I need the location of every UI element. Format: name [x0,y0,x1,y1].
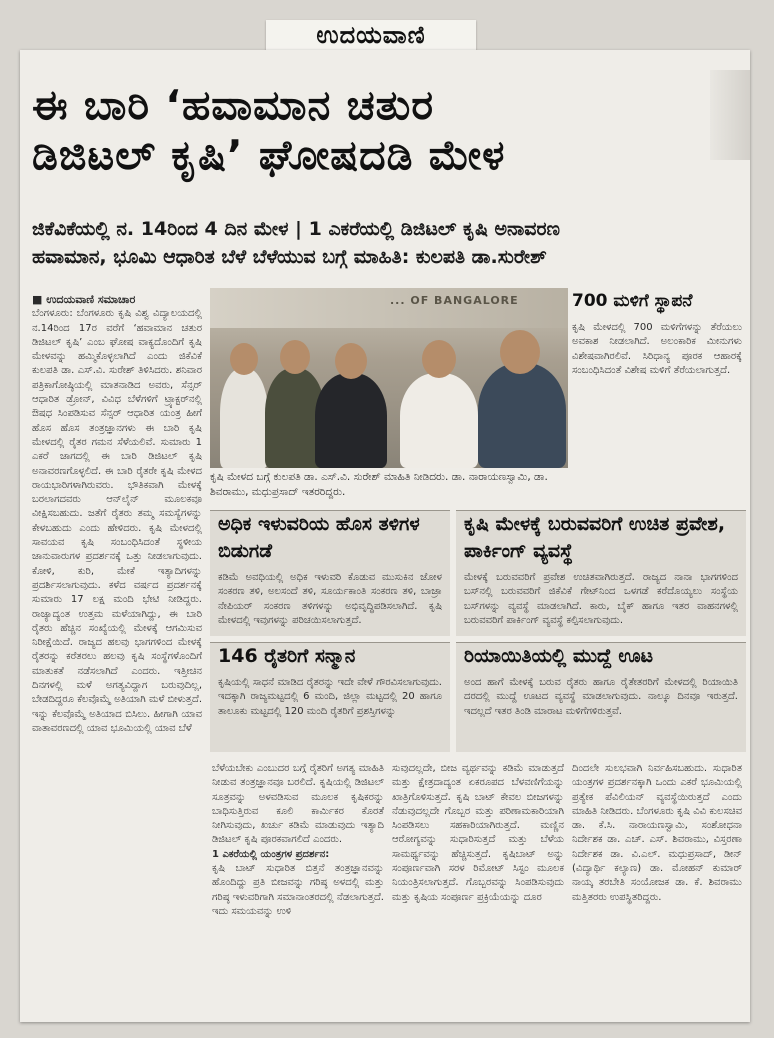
box-meal-body: ಅಂದ ಹಾಗೆ ಮೇಳಕ್ಕೆ ಬರುವ ರೈತರು ಹಾಗೂ ರೈತೇತರರಿಗೆ ಮೇಳದಲ್ಲಿ ರಿಯಾಯಿತಿ ದರದಲ್ಲಿ ಮುದ್ದೆ ಊಟದ ವ್ಯವಸ್ಥೆ ಮಾಡಲಾಗುವುದು. ನಾಲ್ಕೂ ದಿನವೂ ಇರುತ್ತದೆ. ಇದಲ್ಲದೆ ಇತರ ತಿಂಡಿ ಮಾರಾಟ ಮಳಿಗೆಗಳಿರುತ್ತವೆ. [464,677,738,717]
box-700-stalls [572,288,742,488]
column-3-text: ಸುವುದಲ್ಲದೇ, ಬೀಜ ವ್ಯರ್ಥವನ್ನು ಕಡಿಮೆ ಮಾಡುತ್ತದೆ ಮತ್ತು ಕ್ಷೇತ್ರದಾದ್ಯಂತ ಏಕರೂಪದ ಬೆಳವಣಿಗೆಯನ್ನು ಖಾತ್ರಿಗೊಳಿಸುತ್ತದೆ. ಕೃಷಿ ಬಾಟ್ ಕೇವಲ ಬೀಜಗಳನ್ನು ನೆಡುವುದಲ್ಲದೇ ಗೊಬ್ಬರ ಮತ್ತು ಪರಿಣಾಮಕಾರಿಯಾಗಿ ಸಿಂಪಡಿಸಲು ಸಹಕಾರಿಯಾಗಿರುತ್ತದೆ. ಮಣ್ಣಿನ ಆರೋಗ್ಯವನ್ನು ಸುಧಾರಿಸುತ್ತದೆ ಮತ್ತು ಬೆಳೆಯ ಸಾಮರ್ಥ್ಯವನ್ನು ಹೆಚ್ಚಿಸುತ್ತದೆ. ಕೃಷಿಬಾಟ್ ಅನ್ನು ಸಂಪೂರ್ಣವಾಗಿ ಸರಳ ರಿಮೋಟ್ ಸಿಸ್ಟಂ ಮೂಲಕ ನಿಯಂತ್ರಿಸಲಾಗುತ್ತದೆ. ಗೊಬ್ಬರವನ್ನು ಸಿಂಪಡಿಸುವುದು ಮತ್ತು ಕೃಷಿಯ ಸಂಪೂರ್ಣ ಪ್ರಕ್ರಿಯೆಯನ್ನು ದೂರ [392,763,564,903]
person-figure [400,373,478,468]
column-4 [572,762,742,1012]
headline [32,80,722,180]
newspaper-clipping [20,50,750,1022]
photo-banner [210,288,568,328]
person-head [230,343,258,375]
person-figure [220,368,268,468]
banner-text: ... OF BANGALORE [390,294,519,307]
box-146-body: ಕೃಷಿಯಲ್ಲಿ ಸಾಧನೆ ಮಾಡಿದ ರೈತರನ್ನು ಇದೇ ವೇಳೆ ಗೌರವಿಸಲಾಗುವುದು. ಇದಕ್ಕಾಗಿ ರಾಜ್ಯಮಟ್ಟದಲ್ಲಿ 6 ಮಂದಿ, ಜಿಲ್ಲಾ ಮಟ್ಟದಲ್ಲಿ 20 ಹಾಗೂ ತಾಲೂಕು ಮಟ್ಟದಲ್ಲಿ 120 ಮಂದಿ ರೈತರಿಗೆ ಪ್ರಶಸ್ತಿಗಳನ್ನು [218,677,442,717]
headline-line-2: ಡಿಜಿಟಲ್ ಕೃಷಿ’ ಘೋಷದಡಿ ಮೇಳ [32,131,506,179]
column-3 [392,762,564,1012]
newspaper-name: ಉದಯವಾಣಿ [316,20,426,49]
left-column-text: ಬೆಂಗಳೂರು: ಬೆಂಗಳೂರು ಕೃಷಿ ವಿಶ್ವ ವಿದ್ಯಾಲಯದಲ್ಲಿ ನ.14ರಿಂದ 17ರ ವರೆಗೆ ‘ಹವಾಮಾನ ಚತುರ ಡಿಜಿಟಲ್ ಕೃಷಿ’ ಎಂಬ ಘೋಷ ವಾಕ್ಯದೊಂದಿಗೆ ಕೃಷಿ ಮೇಳವನ್ನು ಹಮ್ಮಿಕೊಳ್ಳಲಾಗಿದೆ ಎಂದು ಜಿಕೆವಿಕೆ ಕುಲಪತಿ ಡಾ. ಎಸ್.ವಿ. ಸುರೇಶ್ ತಿಳಿಸಿದರು. ಶನಿವಾರ ಪತ್ರಿಕಾಗೋಷ್ಠಿಯಲ್ಲಿ ಮಾತನಾಡಿದ ಅವರು, ಸೆನ್ಸರ್ ಆಧಾರಿತ ಡ್ರೋನ್, ವಿವಿಧ ಬೆಳೆಗಳಿಗೆ ಟ್ರ್ಯಾಕ್ಟರ್‌ನಲ್ಲಿ ಔಷಧ ಸಿಂಪಡಿಸುವ ಸೆನ್ಸರ್ ಆಧಾರಿತ ಯಂತ್ರ ಹೀಗೆ ಹೊಸ ಹೊಸ ತಂತ್ರಜ್ಞಾನಗಳು ಈ ಬಾರಿ ಕೃಷಿ ಮೇಳದಲ್ಲಿ ರೈತರ ಗಮನ ಸೆಳೆಯಲಿವೆ. ಸುಮಾರು 1 ಎಕರೆ ಜಾಗದಲ್ಲಿ ಈ ಬಾರಿ ಡಿಜಿಟಲ್ ಕೃಷಿ ಅನಾವರಣಗೊಳ್ಳಲಿದೆ. ಈ ಬಾರಿ ರೈತರೇ ಕೃಷಿ ಮೇಳದ ರಾಯಭಾರಿಗಳಾಗಿರುವರು. ಭೌತಿಕವಾಗಿ ಮೇಳಕ್ಕೆ ಬರಲಾಗದವರು ಆನ್‌ಲೈನ್ ಮೂಲಕವೂ ವೀಕ್ಷಿಸಬಹುದು. ಜತೆಗೆ ರೈತರು ತಮ್ಮ ಸಮಸ್ಯೆಗಳನ್ನು ಕೇಳಬಹುದು ಎಂದು ಹೇಳಿದರು. ಕೃಷಿ ಮೇಳದಲ್ಲಿ ಸಾವಯವ ಕೃಷಿ ಸಂಬಂಧಿಸಿದಂತೆ ಸ್ಥಳೀಯ ಜಾನುವಾರುಗಳ ಪ್ರದರ್ಶನಕ್ಕೆ ಒತ್ತು ನೀಡಲಾಗುವುದು. ಕೋಳಿ, ಕುರಿ, ಮೇಕೆ ಇತ್ಯಾದಿಗಳನ್ನು ಪ್ರದರ್ಶಿಸಲಾಗುವುದು. ಕಳೆದ ವರ್ಷದ ಪ್ರದರ್ಶನಕ್ಕೆ ಸುಮಾರು 17 ಲಕ್ಷ ಮಂದಿ ಭೇಟಿ ನೀಡಿದ್ದರು. ರಾಜ್ಯಾದ್ಯಂತ ಉತ್ತಮ ಮಳೆಯಾಗಿದ್ದು, ಈ ಬಾರಿ ರೈತರು ಹೆಚ್ಚಿನ ಸಂಖ್ಯೆಯಲ್ಲಿ ಮೇಳಕ್ಕೆ ಆಗಮಿಸುವ ನಿರೀಕ್ಷೆಯಿದೆ. ರಾಜ್ಯದ ಹಲವು ಭಾಗಗಳಿಂದ ಮೇಳಕ್ಕೆ ರೈತರನ್ನು ಕರೆತರಲು ಹಲವು ಕೃಷಿ ಸಂಸ್ಥೆಗಳೊಂದಿಗೆ ಮಾತುಕತೆ ನಡೆಸಲಾಗಿದೆ ಎಂದರು. ಇತ್ತೀಚಿನ ದಿನಗಳಲ್ಲಿ ಮಳೆ ಅಗತ್ಯವಿದ್ದಾಗ ಬರುವುದಿಲ್ಲ, ಬೇಡದಿದ್ದರೂ ಕೆಲವೊಮ್ಮೆ ಅತಿಯಾಗಿ ಮಳೆ ಬೀಳುತ್ತದೆ. ಇನ್ನು ಕೆಲವೊಮ್ಮೆ ಅತಿಯಾದ ಬಿಸಿಲು. ಹೀಗಾಗಿ ಯಾವ ವಾತಾವರಣದಲ್ಲಿ ಯಾವ ಭೂಮಿಯಲ್ಲಿ ಯಾವ ಬೆಳೆ [32,308,202,734]
box-new-varieties [210,510,450,636]
column-2-text-b: ಕೃಷಿ ಬಾಟ್ ಸುಧಾರಿತ ಬಿತ್ತನೆ ತಂತ್ರಜ್ಞಾನವನ್ನು ಹೊಂದಿದ್ದು ಪ್ರತಿ ಬೀಜವನ್ನು ಗರಿಷ್ಠ ಅಳದಲ್ಲಿ ಮತ್ತು ಗರಿಷ್ಠ ಇಳುವರಿಗಾಗಿ ಸಮಾನಾಂತರದಲ್ಲಿ ನೆಡಲಾಗುತ್ತದೆ. ಇದು ಸಮಯವನ್ನು ಉಳಿ [212,863,384,917]
box-meal-title: ರಿಯಾಯಿತಿಯಲ್ಲಿ ಮುದ್ದೆ ಊಟ [464,645,654,667]
box-discount-meal [456,642,746,752]
subheadline-line-2: ಹವಾಮಾನ, ಭೂಮಿ ಆಧಾರಿತ ಬೆಳೆ ಬೆಳೆಯುವ ಬಗ್ಗೆ ಮಾಹಿತಿ: ಕುಲಪತಿ ಡಾ.ಸುರೇಶ್ [32,246,547,268]
person-figure [315,373,387,468]
person-figure [478,363,566,468]
person-head [335,343,367,379]
column-2 [212,762,384,1012]
box-farmers-honor [210,642,450,752]
person-head [280,340,310,374]
box-700-body: ಕೃಷಿ ಮೇಳದಲ್ಲಿ 700 ಮಳಿಗೆಗಳನ್ನು ತೆರೆಯಲು ಅವಕಾಶ ನೀಡಲಾಗಿದೆ. ಅಲಂಕಾರಿಕ ಮೀನುಗಳು ವಿಶೇಷವಾಗಿರಲಿವೆ. ಸಿರಿಧಾನ್ಯ ಪೂರಕ ಆಹಾರಕ್ಕೆ ಸಂಬಂಧಿಸಿದಂತೆ ವಿಶೇಷ ಮಳಿಗೆ ತೆರೆಯಲಾಗುತ್ತದೆ. [572,322,742,376]
box-entry-body: ಮೇಳಕ್ಕೆ ಬರುವವರಿಗೆ ಪ್ರವೇಶ ಉಚಿತವಾಗಿರುತ್ತದೆ. ರಾಜ್ಯದ ನಾನಾ ಭಾಗಗಳಿಂದ ಬಸ್‌ನಲ್ಲಿ ಬರುವವರಿಗೆ ಜಿಕೆವಿಕೆ ಗೇಟ್‌ನಿಂದ ಒಳಗಡೆ ಕರೆದೊಯ್ಯಲು ಸಂಸ್ಥೆಯ ಬಸ್‌ಗಳನ್ನು ವ್ಯವಸ್ಥೆ ಮಾಡಲಾಗಿದೆ. ಕಾರು, ಬೈಕ್ ಹಾಗೂ ಇತರ ವಾಹನಗಳಲ್ಲಿ ಬರುವವರಿಗೆ ಪಾರ್ಕಿಂಗ್ ವ್ಯವಸ್ಥೆ ಕಲ್ಪಿಸಲಾಗುವುದು. [464,572,738,626]
column-4-text: ದಿಂದಲೇ ಸುಲಭವಾಗಿ ನಿರ್ವಹಿಸಬಹುದು. ಸುಧಾರಿತ ಯಂತ್ರಗಳ ಪ್ರದರ್ಶನಕ್ಕಾಗಿ ಒಂದು ಎಕರೆ ಭೂಮಿಯಲ್ಲಿ ಪ್ರತ್ಯೇಕ ಪೆವಿಲಿಯನ್ ವ್ಯವಸ್ಥೆಯಿರುತ್ತದೆ ಎಂದು ಮಾಹಿತಿ ನೀಡಿದರು. ಬೆಂಗಳೂರು ಕೃಷಿ ವಿವಿ ಕುಲಸಚಿವ ಡಾ. ಕೆ.ಸಿ. ನಾರಾಯಣಸ್ವಾಮಿ, ಸಂಶೋಧನಾ ನಿರ್ದೇಶಕ ಡಾ. ಎಚ್. ಎಸ್. ಶಿವರಾಮು, ವಿಸ್ತರಣಾ ನಿರ್ದೇಶಕ ಡಾ. ವಿ.ಎಲ್. ಮಧುಪ್ರಸಾದ್, ಡೀನ್ (ವಿದ್ಯಾರ್ಥಿ ಕಲ್ಯಾಣ) ಡಾ. ಮೋಹನ್ ಕುಮಾರ್ ನಾಯ್ಕ ತರಬೇತಿ ಸಂಯೋಜಕ ಡಾ. ಕೆ. ಶಿವರಾಮು ಮತ್ತಿತರರು ಉಪಸ್ಥಿತರಿದ್ದರು. [572,763,742,903]
box-entry-title: ಕೃಷಿ ಮೇಳಕ್ಕೆ ಬರುವವರಿಗೆ ಉಚಿತ ಪ್ರವೇಶ, ಪಾರ್ಕಿಂಗ್ ವ್ಯವಸ್ಥೆ [464,513,726,562]
headline-line-1: ಈ ಬಾರಿ ‘ಹವಾಮಾನ ಚತುರ [32,81,435,129]
box-free-entry [456,510,746,636]
photo-caption: ಕೃಷಿ ಮೇಳದ ಬಗ್ಗೆ ಕುಲಪತಿ ಡಾ. ಎಸ್.ವಿ. ಸುರೇಶ್ ಮಾಹಿತಿ ನೀಡಿದರು. ಡಾ. ನಾರಾಯಣಸ್ವಾಮಿ, ಡಾ. ಶಿವರಾಮು, ಮಧುಪ್ರಸಾದ್ ಇತರರಿದ್ದರು. [210,471,548,498]
box-700-title: 700 ಮಳಿಗೆ ಸ್ಥಾಪನೆ [572,291,693,311]
left-column [32,293,202,1008]
box-varieties-title: ಅಧಿಕ ಇಳುವರಿಯ ಹೊಸ ತಳಿಗಳ ಬಿಡುಗಡೆ [218,513,420,562]
press-conference-photo [210,288,568,468]
person-head [500,330,540,374]
subheadline [32,215,742,271]
box-146-title: 146 ರೈತರಿಗೆ ಸನ್ಮಾನ [218,645,356,667]
person-head [422,340,456,378]
column-2-text: ಬೆಳೆಯಬೇಕು ಎಂಬುದರ ಬಗ್ಗೆ ರೈತರಿಗೆ ಅಗತ್ಯ ಮಾಹಿತಿ ನೀಡುವ ತಂತ್ರಜ್ಞಾನವೂ ಬರಲಿದೆ. ಕೃಷಿಯಲ್ಲಿ ಡಿಜಿಟಲ್ ಸೂತ್ರವನ್ನು ಅಳವಡಿಸುವ ಮೂಲಕ ಕೃಷಿಕರನ್ನು ಬಾಧಿಸುತ್ತಿರುವ ಕೂಲಿ ಕಾರ್ಮಿಕರ ಕೊರತೆ ನೀಗಿಸುವುದು, ಖರ್ಚು ಕಡಿಮೆ ಮಾಡುವುದು ಇತ್ಯಾದಿ ಡಿಜಿಟಲ್ ಕೃಷಿ ಪೂರಕವಾಗಲಿದೆ ಎಂದರು. [212,763,384,846]
subheadline-line-1: ಜಿಕೆವಿಕೆಯಲ್ಲಿ ನ. 14ರಿಂದ 4 ದಿನ ಮೇಳ | 1 ಎಕರೆಯಲ್ಲಿ ಡಿಜಿಟಲ್ ಕೃಷಿ ಅನಾವರಣ [32,218,560,240]
byline: ■ ಉದಯವಾಣಿ ಸಮಾಚಾರ [32,293,136,306]
box-varieties-body: ಕಡಿಮೆ ಅವಧಿಯಲ್ಲಿ ಅಧಿಕ ಇಳುವರಿ ಕೊಡುವ ಮುಸುಕಿನ ಜೋಳ ಸಂಕರಣ ತಳಿ, ಅಲಸಂದೆ ತಳಿ, ಸೂರ್ಯಕಾಂತಿ ಸಂಕರಣ ತಳಿ, ಬಾಜ್ರಾ ನೇಪಿಯರ್ ಸಂಕರಣ ತಳಿಗಳನ್ನು ಅಭಿವೃದ್ಧಿಪಡಿಸಲಾಗಿದೆ. ಕೃಷಿ ಮೇಳದಲ್ಲಿ ಇವುಗಳನ್ನು ಪರಿಚಯಿಸಲಾಗುತ್ತದೆ. [218,572,442,626]
column-2-subhead: 1 ಎಕರೆಯಲ್ಲಿ ಯಂತ್ರಗಳ ಪ್ರದರ್ಶನ: [212,848,330,860]
